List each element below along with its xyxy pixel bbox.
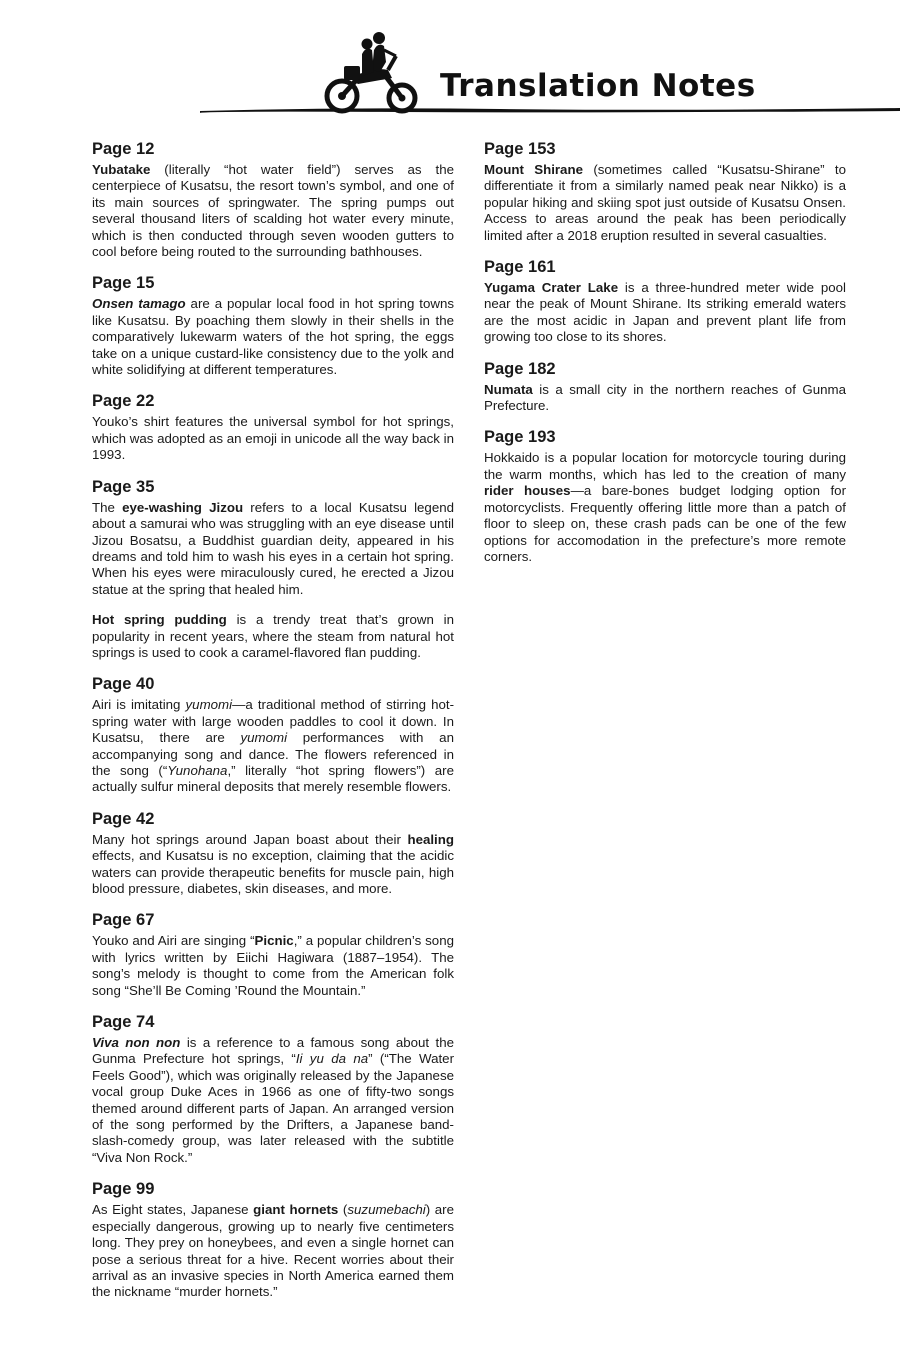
translation-note — [92, 911, 454, 999]
note-term: Viva non non — [92, 1035, 181, 1051]
note-text — [92, 1035, 454, 1166]
note-page-label: Page 42 — [92, 809, 155, 828]
note-text — [92, 933, 454, 999]
translation-note — [484, 140, 846, 244]
translation-note — [484, 428, 846, 565]
translation-note — [92, 810, 454, 898]
note-text — [484, 280, 846, 346]
translation-note — [92, 1013, 454, 1166]
note-text-run: is a trendy treat that’s grown in popularity in recent years, where the steam from natural hot springs is used to cook a caramel-flavored flan pudding. — [92, 612, 454, 660]
note-text — [92, 697, 454, 795]
translation-note — [92, 675, 454, 795]
header-rule — [200, 104, 900, 114]
note-page-label: Page 161 — [484, 258, 556, 277]
note-text-run: As Eight states, Japanese — [92, 1202, 254, 1218]
note-text-run: The — [92, 499, 123, 515]
note-text — [92, 162, 454, 260]
page-header — [0, 0, 900, 125]
note-text — [484, 382, 846, 415]
note-text-run: Hokkaido is a popular location for motorcycle touring during the warm months, which has led to the creation of many — [484, 450, 846, 482]
note-text-run: ) are especially dangerous, growing up to nearly five centimeters long. They prey on honeybees, and even a single hornet can pose a serious threat for a hive. Recent worries about their arrival as an invasive species in North America earned them the nickname “murder hornets.” — [92, 1202, 455, 1300]
note-page-label: Page 15 — [92, 274, 155, 293]
note-term: suzumebachi — [347, 1202, 426, 1218]
note-text-run: is a three-hundred meter wide pool near the peak of Mount Shirane. Its striking emerald waters are the most acidic in Japan and prevent plant life from growing too close to its shores. — [484, 280, 846, 345]
note-page-label: Page 182 — [484, 359, 556, 378]
note-text-run: (literally “hot water field”) serves as the centerpiece of Kusatsu, the resort town’s symbol, and one of its main sources of springwater. The spring pumps out several thousand liters of scalding hot water every minute, which is then conducted through seven wooden gutters to cool before being routed to the surrounding bathhouses. — [92, 162, 454, 260]
note-page-label: Page 35 — [92, 477, 155, 496]
note-text — [92, 414, 454, 463]
note-text — [92, 296, 454, 378]
note-text — [484, 450, 846, 565]
note-term: yumomi — [185, 697, 233, 713]
note-text-run: performances with an accompanying song and dance. The flowers referenced in the song (“ — [92, 730, 454, 778]
note-text — [92, 1202, 454, 1300]
note-text-run: effects, and Kusatsu is no exception, claiming that the acidic waters can provide therapeutic benefits for muscle pain, high blood pressure, diabetes, skin diseases, and more. — [92, 848, 454, 896]
note-term: Onsen tamago — [92, 296, 186, 312]
note-term: yumomi — [240, 730, 288, 746]
note-page-label: Page 22 — [92, 392, 155, 411]
page-title: Translation Notes — [440, 68, 756, 104]
translation-note — [484, 360, 846, 415]
note-term — [92, 1035, 180, 1050]
note-term: rider houses — [484, 483, 571, 499]
note-page-label: Page 193 — [484, 428, 556, 447]
note-term: Yugama Crater Lake — [484, 280, 619, 296]
notes-column-right — [484, 140, 846, 579]
note-page-label: Page 12 — [92, 140, 155, 158]
note-text-run: are a popular local food in hot spring towns like Kusatsu. By poaching them slowly in their shells in the comparatively lukewarm waters of the hot spring, the eggs take on a unique custard-like consistency due to the yolk and white solidifying at different temperatures. — [92, 296, 455, 378]
note-text-run: is a small city in the northern reaches of Gunma Prefecture. — [484, 381, 846, 414]
note-text-run: —a bare-bones budget lodging option for motorcyclists. Frequently offering little more than a patch of floor to sleep on, these crash pads can be one of the few options for accomodation in the prefecture’s more remote corners. — [484, 483, 847, 564]
note-term: Yubatake — [92, 162, 151, 177]
note-term: Numata — [484, 381, 533, 397]
note-text-run: Many hot springs around Japan boast about their — [92, 831, 408, 847]
note-term: eye-washing Jizou — [122, 499, 244, 515]
note-term: healing — [407, 831, 454, 847]
note-page-label: Page 67 — [92, 911, 155, 930]
note-text — [92, 500, 454, 598]
note-term: Picnic — [254, 933, 294, 949]
note-text — [92, 612, 454, 661]
note-term: Hot spring pudding — [92, 612, 227, 628]
note-page-label: Page 153 — [484, 140, 556, 158]
translation-note — [92, 392, 454, 463]
note-term: giant hornets — [253, 1202, 339, 1218]
translation-note — [92, 1180, 454, 1300]
note-text-run: ( — [338, 1202, 348, 1218]
note-text-run: ” (“The Water Feels Good”), which was originally released by the Japanese vocal group Duke Aces in 1966 as one of fifty-two songs themed around different parts of Japan. An arranged version of the song performed by the Drifters, a Japanese band-slash-comedy group, was later released with the subtitle “Viva Non Rock.” — [92, 1051, 455, 1165]
translation-note — [484, 258, 846, 346]
notes-column-left — [92, 140, 454, 1315]
note-term: Mount Shirane — [484, 162, 583, 177]
note-text-run: ,” literally “hot spring flowers”) are actually sulfur mineral deposits that merely resemble flowers. — [92, 762, 454, 795]
note-text-run: (sometimes called “Kusatsu-Shirane” to differentiate it from a similarly named peak near Nikko) is a popular hiking and skiing spot just outside of Kusatsu Onsen. Access to areas around the peak has been periodically limited after a 2018 eruption resulted in several casualties. — [484, 162, 847, 243]
note-text-run: refers to a local Kusatsu legend about a samurai who was struggling with an eye disease until Jizou Bosatsu, a Buddhist guardian deity, appeared in his dreams and told him to wash his eyes in a certain hot spring. When his eyes were miraculously cured, he erected a Jizou statue at the spring that healed him. — [92, 499, 455, 597]
translation-note — [92, 274, 454, 378]
translation-note — [92, 478, 454, 662]
note-text-run: —a traditional method of stirring hot-spring water with large wooden paddles to cool it down. In Kusatsu, there are — [92, 697, 455, 746]
note-page-label: Page 99 — [92, 1180, 155, 1199]
motorcycle-riders-icon — [322, 26, 422, 116]
note-text — [92, 832, 454, 898]
note-text-run: Airi is imitating — [92, 697, 186, 713]
note-text-run: ,” a popular children’s song with lyrics written by Eiichi Hagiwara (1887–1954). The song’s melody is thought to come from the American folk song “She’ll Be Coming ’Round the Mountain.” — [92, 933, 454, 998]
note-term — [92, 296, 186, 311]
note-text-run: Youko’s shirt features the universal symbol for hot springs, which was adopted as an emoji in unicode all the way back in 1993. — [92, 414, 454, 463]
note-text-run: Youko and Airi are singing “ — [92, 933, 255, 949]
note-page-label: Page 74 — [92, 1013, 155, 1032]
note-term: Ii yu da na — [295, 1051, 369, 1067]
note-term: Yunohana — [167, 762, 228, 778]
translation-note — [92, 140, 454, 260]
note-text — [484, 162, 846, 244]
note-text-run: is a reference to a famous song about the Gunma Prefecture hot springs, “ — [92, 1035, 454, 1067]
note-page-label: Page 40 — [92, 675, 155, 694]
